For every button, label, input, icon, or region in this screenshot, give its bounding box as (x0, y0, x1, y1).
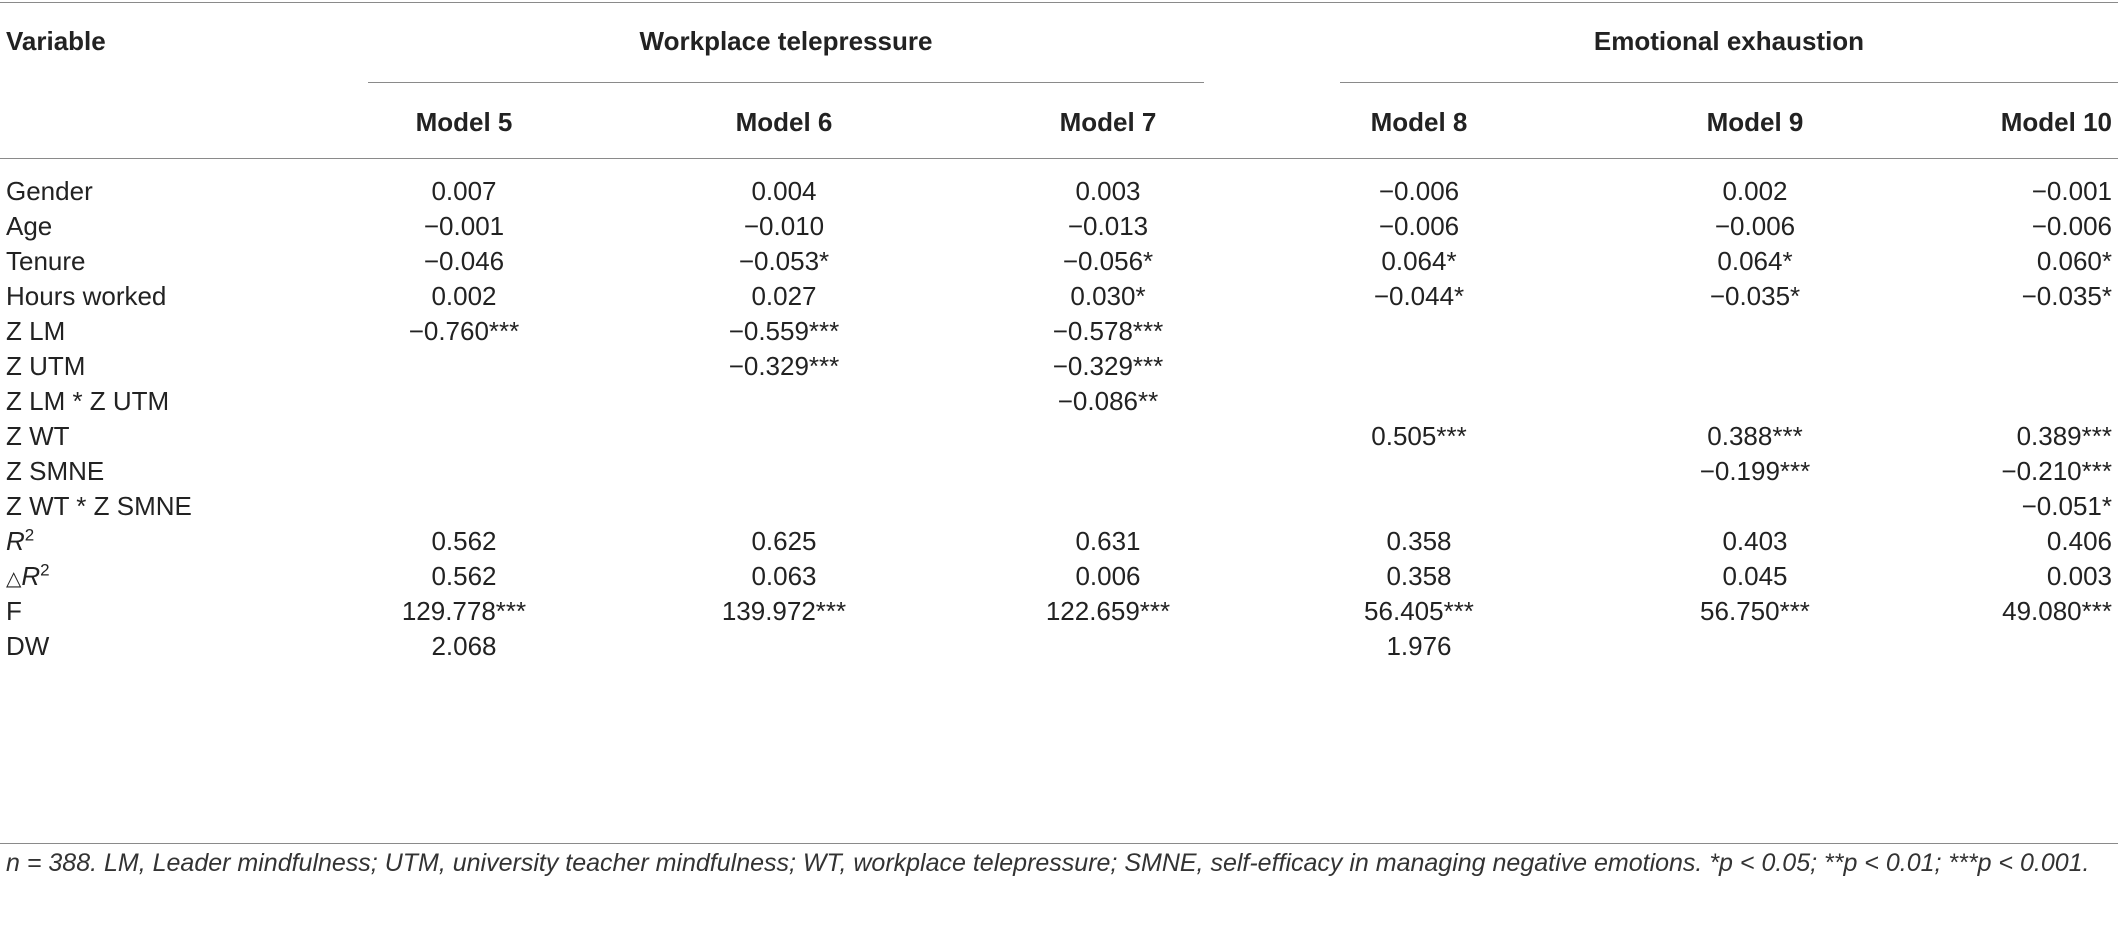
table-cell-model-10: −0.051* (2021, 491, 2112, 521)
table-cell-model-10: −0.006 (2031, 211, 2112, 241)
table-cell-model-5: 0.007 (431, 176, 497, 206)
variable-column-header: Variable (6, 26, 106, 56)
top-rule (0, 2, 2118, 3)
row-label: Gender (6, 176, 93, 206)
table-cell-model-7: −0.013 (1067, 211, 1149, 241)
table-cell-model-6: 0.625 (751, 526, 817, 556)
row-label: Tenure (6, 246, 86, 276)
group-header-workplace-telepressure: Workplace telepressure (639, 26, 933, 56)
table-cell-model-7: −0.329*** (1052, 351, 1164, 381)
r-symbol: R (6, 526, 25, 556)
row-label: Z WT (6, 421, 70, 451)
table-cell-model-5: 129.778*** (401, 596, 527, 626)
table-cell-model-6: −0.329*** (728, 351, 840, 381)
group-rule-workplace-telepressure (368, 82, 1204, 83)
row-label: Hours worked (6, 281, 167, 311)
table-cell-model-7: 122.659*** (1045, 596, 1171, 626)
table-footnote: n = 388. LM, Leader mindfulness; UTM, university teacher mindfulness; WT, workplace telepressure; SMNE, self-efficacy in managing negative emotions. *p < 0.05; **p < 0.01; ***p < 0.001. (6, 849, 2090, 877)
table-cell-model-5: 0.562 (431, 561, 497, 591)
table-cell-model-9: 0.403 (1722, 526, 1788, 556)
table-cell-model-5: −0.046 (423, 246, 505, 276)
model-8-header: Model 8 (1370, 107, 1468, 137)
table-cell-model-8: 1.976 (1386, 631, 1452, 661)
table-cell-model-6: 0.004 (751, 176, 817, 206)
row-label: DW (6, 631, 50, 661)
group-rule-emotional-exhaustion (1340, 82, 2118, 83)
superscript-2: 2 (24, 525, 35, 545)
table-cell-model-10: 0.003 (2046, 561, 2112, 591)
table-cell-model-10: −0.035* (2021, 281, 2112, 311)
table-cell-model-5: 0.002 (431, 281, 497, 311)
table-cell-model-7: 0.030* (1070, 281, 1146, 311)
table-cell-model-9: 0.002 (1722, 176, 1788, 206)
table-cell-model-9: 56.750*** (1700, 596, 1810, 626)
table-cell-model-6: 139.972*** (721, 596, 847, 626)
table-cell-model-8: 0.358 (1386, 561, 1452, 591)
table-cell-model-9: 0.064* (1717, 246, 1793, 276)
table-cell-model-8: −0.006 (1378, 211, 1460, 241)
table-cell-model-9: −0.006 (1714, 211, 1796, 241)
row-label (6, 526, 34, 556)
table-cell-model-10: −0.210*** (2001, 456, 2112, 486)
model-5-header: Model 5 (415, 107, 513, 137)
table-cell-model-7: 0.003 (1075, 176, 1141, 206)
table-cell-model-10: 0.406 (2046, 526, 2112, 556)
model-9-header: Model 9 (1706, 107, 1804, 137)
r-symbol: R (21, 561, 41, 591)
table-cell-model-7: −0.056* (1062, 246, 1154, 276)
row-label: Age (6, 211, 53, 241)
model-10-header: Model 10 (2000, 107, 2112, 137)
delta-symbol: △ (6, 568, 22, 590)
table-cell-model-6: −0.559*** (728, 316, 840, 346)
table-cell-model-9: 0.045 (1722, 561, 1788, 591)
table-cell-model-8: 56.405*** (1364, 596, 1474, 626)
table-cell-model-6: 0.063 (751, 561, 817, 591)
table-cell-model-8: 0.064* (1381, 246, 1457, 276)
table-cell-model-5: −0.001 (423, 211, 505, 241)
table-cell-model-8: 0.358 (1386, 526, 1452, 556)
table-cell-model-9: −0.035* (1709, 281, 1801, 311)
row-label: Z LM * Z UTM (6, 386, 170, 416)
group-header-emotional-exhaustion: Emotional exhaustion (1593, 26, 1865, 56)
table-cell-model-5: −0.760*** (408, 316, 520, 346)
model-6-header: Model 6 (735, 107, 833, 137)
superscript-2: 2 (40, 560, 50, 580)
table-cell-model-9: 0.388*** (1707, 421, 1803, 451)
table-cell-model-5: 2.068 (431, 631, 497, 661)
table-cell-model-6: 0.027 (751, 281, 817, 311)
table-cell-model-5: 0.562 (431, 526, 497, 556)
table-cell-model-7: −0.578*** (1052, 316, 1164, 346)
table-cell-model-9: −0.199*** (1699, 456, 1811, 486)
row-label: Z SMNE (6, 456, 105, 486)
table-cell-model-6: −0.010 (743, 211, 825, 241)
table-cell-model-8: −0.006 (1378, 176, 1460, 206)
table-cell-model-8: 0.505*** (1371, 421, 1467, 451)
table-cell-model-10: 49.080*** (2002, 596, 2112, 626)
table-cell-model-10: 0.060* (2036, 246, 2112, 276)
row-label: Z UTM (6, 351, 86, 381)
table-cell-model-7: −0.086** (1057, 386, 1159, 416)
table-cell-model-10: 0.389*** (2016, 421, 2112, 451)
header-bottom-rule (0, 158, 2118, 159)
table-cell-model-6: −0.053* (738, 246, 830, 276)
row-label: F (6, 596, 22, 626)
row-label (6, 561, 50, 594)
row-label: Z LM (6, 316, 66, 346)
table-cell-model-8: −0.044* (1373, 281, 1465, 311)
table-cell-model-10: −0.001 (2031, 176, 2112, 206)
table-cell-model-7: 0.006 (1075, 561, 1141, 591)
row-label: Z WT * Z SMNE (6, 491, 192, 521)
table-cell-model-7: 0.631 (1075, 526, 1141, 556)
model-7-header: Model 7 (1059, 107, 1157, 137)
